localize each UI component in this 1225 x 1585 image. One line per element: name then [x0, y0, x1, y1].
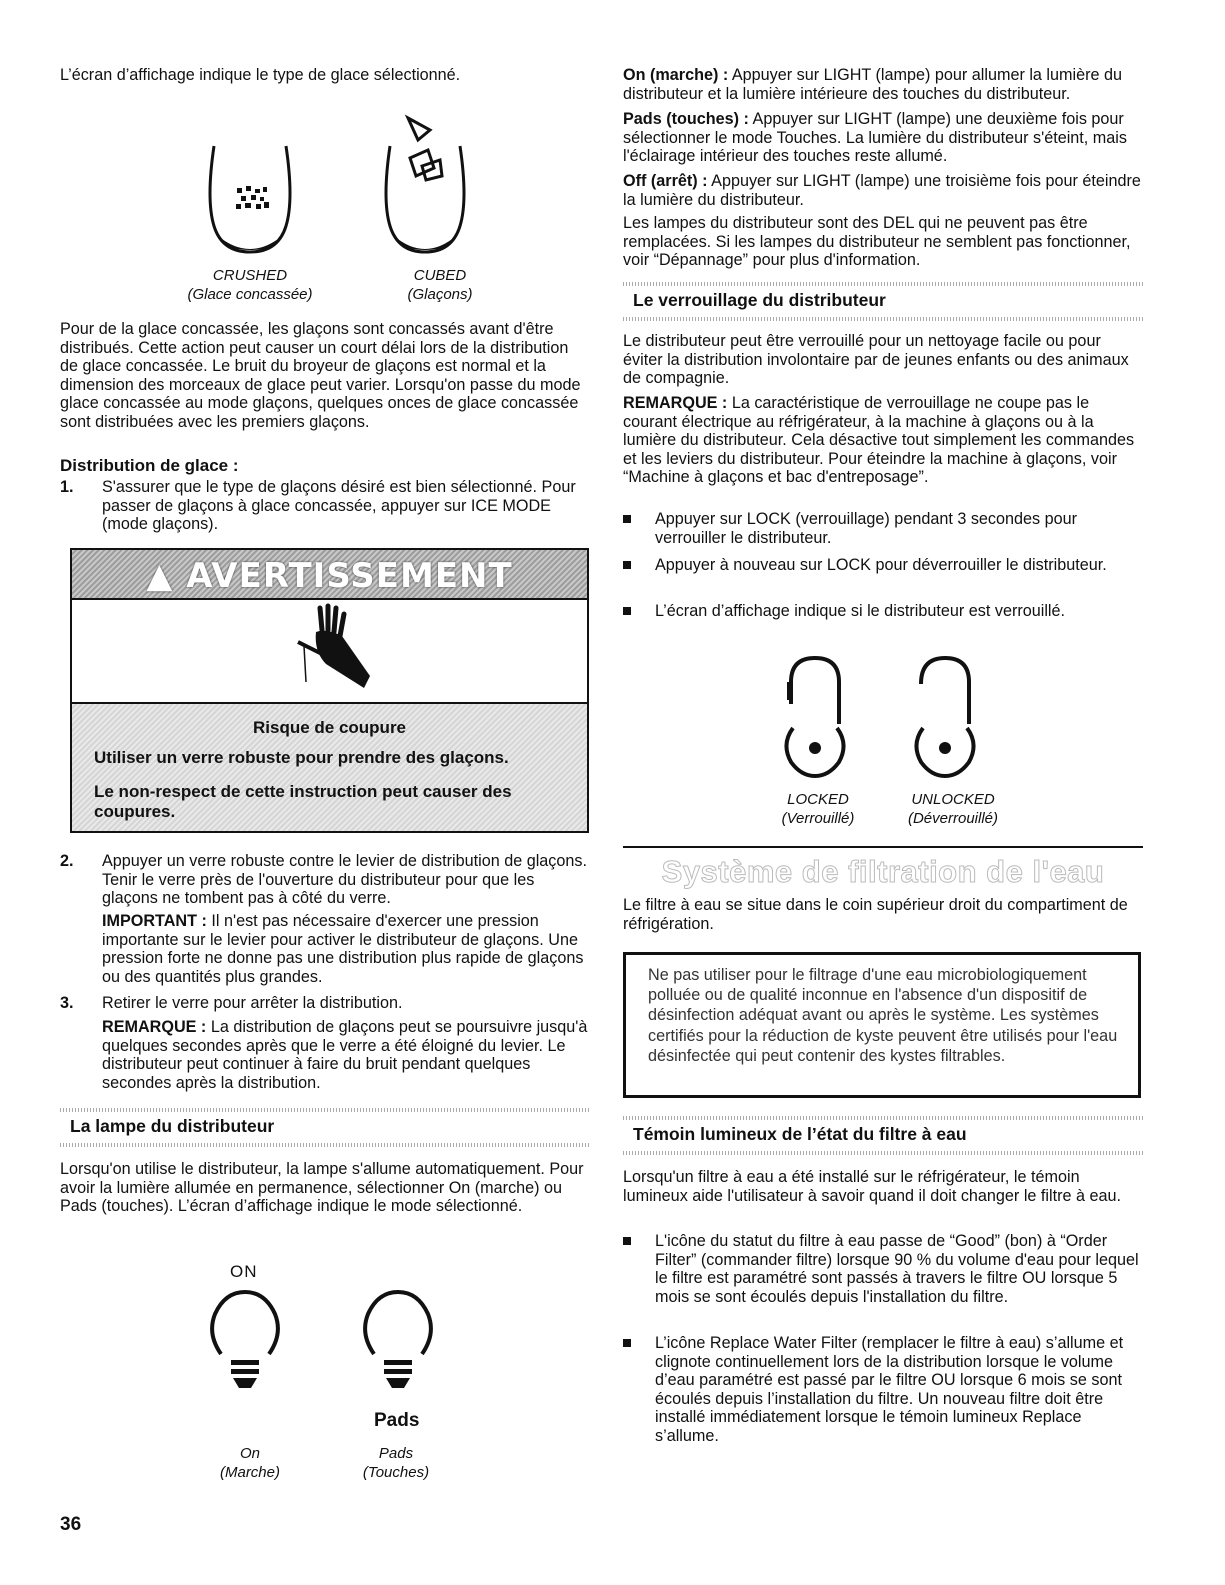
- indicator-bullet-1: [623, 1232, 1143, 1306]
- off-mode-label: Off (arrêt) :: [623, 172, 708, 190]
- bullet-square: [623, 607, 631, 615]
- pads-caption: Pads: [378, 1445, 414, 1462]
- filter-location-paragraph: Le filtre à eau se situe dans le coin supérieur droit du compartiment de réfrigération.: [623, 896, 1128, 933]
- unlocked-sub-caption: (Déverrouillé): [907, 810, 999, 827]
- remarque-note: [102, 1018, 588, 1092]
- on-sub-caption: (Marche): [219, 1464, 280, 1481]
- lamp-paragraph: Lorsqu'on utilise le distributeur, la lampe s'allume automatiquement. Pour avoir la lumière allumée en permanence, sélectionner On (marche) ou Pads (touches). L’écran d’affichage indique le mode sélectionné.: [60, 1160, 584, 1216]
- off-mode-text: Appuyer sur LIGHT (lampe) une troisième fois pour éteindre la lumière du distributeur.: [623, 172, 1141, 209]
- lamp-section-header: [60, 1108, 590, 1147]
- warning-title-text: AVERTISSEMENT: [186, 556, 513, 596]
- bullet-square: [623, 515, 631, 523]
- unlocked-caption: UNLOCKED: [911, 791, 995, 808]
- remarque-label: REMARQUE :: [102, 1018, 207, 1036]
- step-1: [60, 478, 588, 534]
- warning-risk: Risque de coupure: [252, 718, 407, 737]
- distribution-heading: Distribution de glace :: [60, 456, 239, 475]
- on-bulb-icon: [205, 1288, 285, 1392]
- step-1-number: 1.: [60, 478, 74, 496]
- filter-caution-box: [623, 952, 1141, 1098]
- filter-section-title: Système de filtration de l'eau: [661, 854, 1105, 889]
- pads-bulb-icon: [358, 1288, 438, 1392]
- lock-bullet-3: [623, 602, 1143, 621]
- lock-remarque-label: REMARQUE :: [623, 394, 728, 412]
- lock-remarque: [623, 394, 1143, 487]
- indicator-section-header: [623, 1116, 1143, 1155]
- indicator-bullet-2: [623, 1334, 1143, 1446]
- lock-bullet-1-text: Appuyer sur LOCK (verrouillage) pendant 3 secondes pour verrouiller le distributeur.: [655, 510, 1078, 547]
- pads-mode-text: Appuyer sur LIGHT (lampe) une deuxième fois pour sélectionner le mode Touches. La lumière du distributeur s'éteint, mais l'éclairage intérieur des touches reste allumé.: [623, 110, 1127, 166]
- warning-banner: [72, 550, 587, 600]
- cubed-sub-caption: (Glaçons): [407, 286, 473, 303]
- locked-caption: LOCKED: [787, 791, 849, 808]
- indicator-header-bottom-rule: [623, 1151, 1143, 1155]
- warning-title: [72, 556, 587, 596]
- on-mode-desc: [623, 66, 1143, 103]
- important-note: [102, 912, 588, 986]
- warning-text-area: [72, 702, 587, 831]
- indicator-paragraph: Lorsqu'un filtre à eau a été installé sur le réfrigérateur, le témoin lumineux aide l'utilisateur à savoir quand il doit changer le filtre à eau.: [623, 1168, 1121, 1205]
- cubed-caption: CUBED: [413, 267, 467, 284]
- lock-remarque-text: La caractéristique de verrouillage ne coupe pas le courant électrique au réfrigérateur, à la machine à glaçons ou à la lumière du distributeur. Cela désactive tout simplement les commandes et les leviers du distributeur. Pour éteindre la machine à glaçons, voir “Machine à glaçons et bac d'entreposage”.: [623, 394, 1135, 487]
- step-2-number: 2.: [60, 852, 74, 870]
- page-number: 36: [60, 1514, 82, 1535]
- warning-box: [70, 548, 589, 833]
- on-mode-label: On (marche) :: [623, 66, 729, 84]
- locked-sub-caption: (Verrouillé): [781, 810, 855, 827]
- warning-line-1: Utiliser un verre robuste pour prendre des glaçons.: [94, 748, 509, 767]
- off-mode-desc: [623, 172, 1143, 209]
- crushed-caption: [190, 266, 310, 285]
- pads-mode-label: Pads (touches) :: [623, 110, 749, 128]
- indicator-heading: Témoin lumineux de l’état du filtre à eau: [633, 1124, 967, 1144]
- on-caption: On: [239, 1445, 260, 1462]
- step-2: [60, 852, 588, 908]
- on-mode-text: Appuyer sur LIGHT (lampe) pour allumer la lumière du distributeur et la lumière intérieure des touches du distributeur.: [623, 66, 1123, 103]
- pads-sub-caption: (Touches): [362, 1464, 430, 1481]
- remarque-text: La distribution de glaçons peut se poursuivre jusqu'à quelques secondes après que le verre a été éloigné du levier. Le distributeur peut continuer à faire du bruit pendant quelques secondes après la distribution.: [102, 1018, 588, 1092]
- crushed-ice-icon: [200, 140, 300, 262]
- step-1-text: S'assurer que le type de glaçons désiré est bien sélectionné. Pour passer de glaçons à glace concassée, appuyer sur ICE MODE (mode glaçons).: [102, 478, 576, 534]
- lamp-header-bottom-rule: [60, 1143, 590, 1147]
- lock-section-header: [623, 282, 1143, 321]
- unlocked-icon: [905, 644, 985, 778]
- crushed-ice-paragraph: Pour de la glace concassée, les glaçons sont concassés avant d'être distribués. Cette action peut causer un court délai lors de la distribution de glace concassée. Le bruit du broyeur de glaçons est normal et la dimension des morceaux de glace peut varier. Lorsqu'on passe du mode glace concassée au mode glaçons, quelques onces de glace concassée sont distribuées avec les premiers glaçons.: [60, 320, 581, 431]
- crushed-sub-caption: (Glace concassée): [187, 286, 313, 303]
- indicator-bullet-2-text: L’icône Replace Water Filter (remplacer le filtre à eau) s’allume et clignote continuellement lors de la distribution lorsque le volume d’eau paramétré est passé par le filtre OU lorsque 6 mois se sont écoulés depuis l’installation du filtre. Un nouveau filtre doit être installé immédiatement lorsque le témoin lumineux Replace s’allume.: [655, 1334, 1124, 1445]
- lock-paragraph: Le distributeur peut être verrouillé pour un nettoyage facile ou pour éviter la distribution involontaire par de jeunes enfants ou des animaux de compagnie.: [623, 332, 1129, 388]
- step-2-text: Appuyer un verre robuste contre le levier de distribution de glaçons. Tenir le verre près de l'ouverture du distributeur pour que les glaçons ne tombent pas à côté du verre.: [102, 852, 588, 908]
- crushed-label: CRUSHED: [212, 267, 288, 284]
- step-3: [60, 994, 588, 1013]
- pads-icon-label: Pads: [374, 1410, 420, 1431]
- indicator-bullet-1-text: L'icône du statut du filtre à eau passe de “Good” (bon) à “Order Filter” (commander filtre) lorsque 90 % du volume d'eau pour lequel le filtre est paramétré sont passés à travers le filtre OU lorsque 5 mois se sont écoulés depuis l'installation du filtre.: [655, 1232, 1139, 1306]
- step-3-text: Retirer le verre pour arrêter la distribution.: [102, 994, 403, 1012]
- step-3-number: 3.: [60, 994, 74, 1012]
- lock-bullet-1: [623, 510, 1143, 547]
- filter-section-rule: [623, 846, 1143, 848]
- locked-icon: [775, 644, 855, 778]
- filter-caution-text: Ne pas utiliser pour le filtrage d'une eau microbiologiquement polluée ou de qualité inconnue en l'absence d'un dispositif de désinfection adéquat avant ou après le système. Les systèmes certifiés pour la réduction de kyste peuvent être utilisés pour l'eau désinfectée qui peut contenir des kystes filtrables.: [648, 966, 1118, 1065]
- lock-bullet-2: [623, 556, 1143, 575]
- bullet-square: [623, 561, 631, 569]
- important-text: Il n'est pas nécessaire d'exercer une pression importante sur le levier pour activer le distributeur de glaçons. Une pression forte ne donne pas une distribution plus rapide de glaçons ou des quantités plus grandes.: [102, 912, 584, 986]
- warning-triangle-icon: ▲: [146, 556, 174, 596]
- lock-header-bottom-rule: [623, 317, 1143, 321]
- led-paragraph: Les lampes du distributeur sont des DEL qui ne peuvent pas être remplacées. Si les lampes du distributeur ne semblent pas fonctionner, voir “Dépannage” pour plus d'information.: [623, 214, 1131, 270]
- bullet-square: [623, 1339, 631, 1347]
- warning-line-2: Le non-respect de cette instruction peut causer des coupures.: [94, 782, 512, 821]
- ice-type-intro: L’écran d’affichage indique le type de glace sélectionné.: [60, 66, 461, 84]
- important-label: IMPORTANT :: [102, 912, 207, 930]
- lamp-heading: La lampe du distributeur: [70, 1116, 275, 1136]
- lock-heading: Le verrouillage du distributeur: [633, 290, 886, 310]
- pads-mode-desc: [623, 110, 1143, 166]
- cut-hazard-icon: [290, 602, 374, 694]
- cubed-ice-icon: [370, 110, 480, 262]
- lock-bullet-2-text: Appuyer à nouveau sur LOCK pour déverrouiller le distributeur.: [655, 556, 1107, 574]
- on-icon-label: ON: [230, 1262, 258, 1281]
- bullet-square: [623, 1237, 631, 1245]
- lock-bullet-3-text: L’écran d’affichage indique si le distributeur est verrouillé.: [655, 602, 1066, 620]
